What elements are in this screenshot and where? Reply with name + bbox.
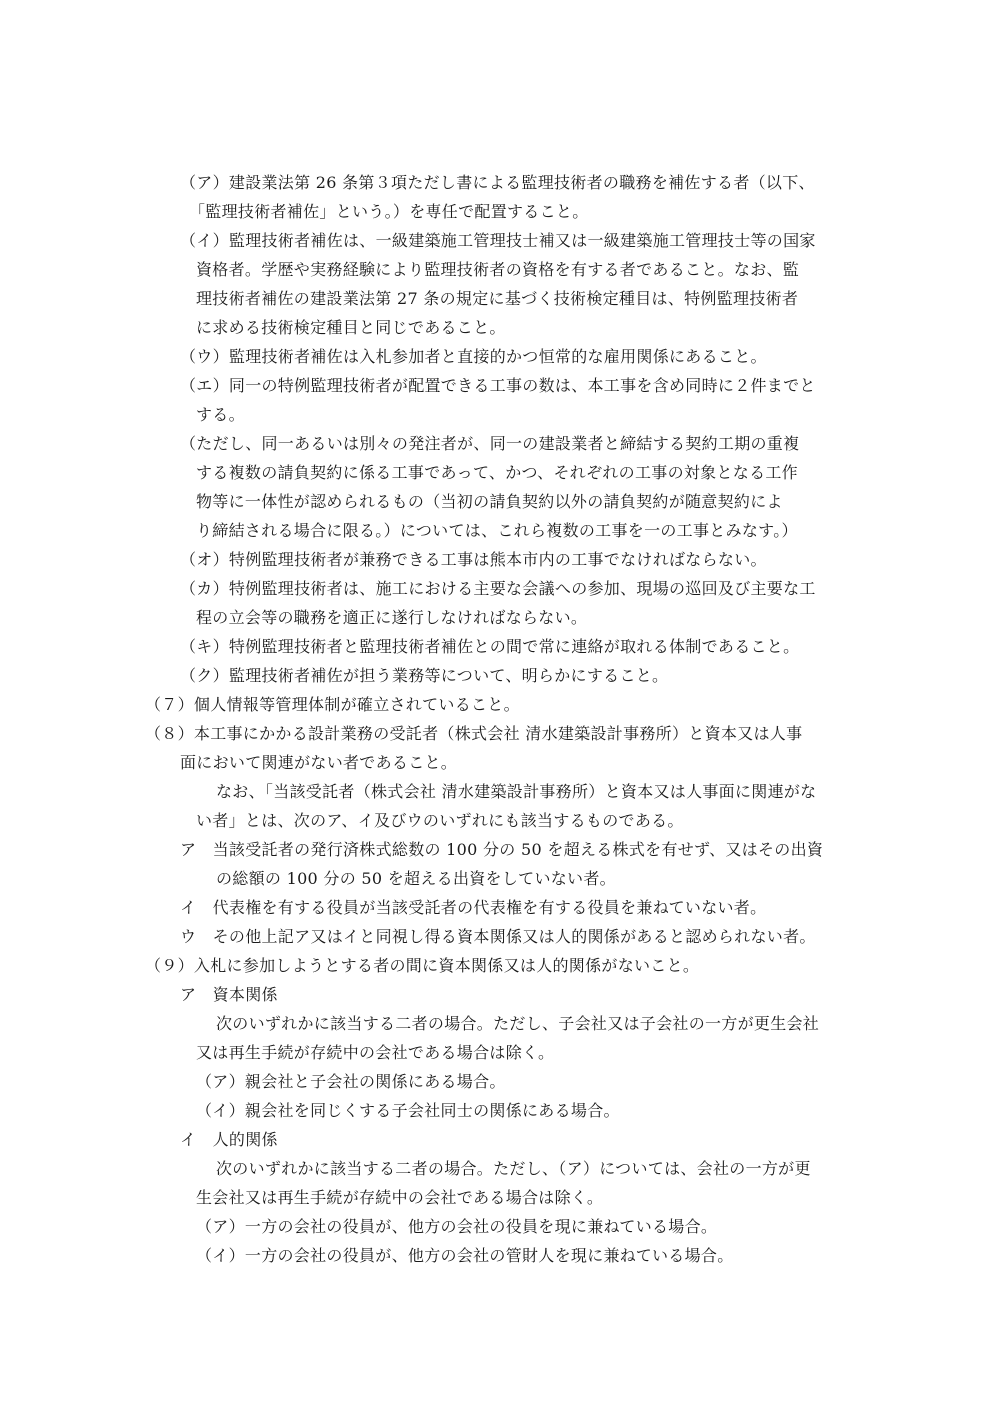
text-line: 資格者。学歴や実務経験により監理技術者の資格を有する者であること。なお、監: [196, 260, 800, 279]
text-line: ア 資本関係: [180, 985, 278, 1004]
text-line: 程の立会等の職務を適正に遂行しなければならない。: [196, 608, 588, 627]
text-line: 次のいずれかに該当する二者の場合。ただし、（ア）については、会社の一方が更: [216, 1159, 811, 1178]
text-line: い者」とは、次のア、イ及びウのいずれにも該当するものである。: [196, 811, 684, 830]
text-line: 物等に一体性が認められるもの（当初の請負契約以外の請負契約が随意契約によ: [196, 492, 783, 511]
text-line: ウ その他上記ア又はイと同視し得る資本関係又は人的関係があると認められない者。: [180, 927, 816, 946]
text-line: に求める技術検定種目と同じであること。: [196, 318, 506, 337]
text-line: イ 代表権を有する役員が当該受託者の代表権を有する役員を兼ねていない者。: [180, 898, 767, 917]
text-line: （イ）親会社を同じくする子会社同士の関係にある場合。: [196, 1101, 620, 1120]
text-line: （イ）監理技術者補佐は、一級建築施工管理技士補又は一級建築施工管理技士等の国家: [180, 231, 816, 250]
text-line: （ア）一方の会社の役員が、他方の会社の役員を現に兼ねている場合。: [196, 1217, 718, 1236]
text-line: する。: [196, 405, 245, 424]
text-line: （ア）建設業法第 26 条第３項ただし書による監理技術者の職務を補佐する者（以下、: [180, 173, 815, 192]
text-line: の総額の 100 分の 50 を超える出資をしていない者。: [216, 869, 616, 888]
text-line: なお、「当該受託者（株式会社 清水建築設計事務所）と資本又は人事面に関連がな: [216, 782, 817, 801]
text-line: 生会社又は再生手続が存続中の会社である場合は除く。: [196, 1188, 604, 1207]
text-line: （７）個人情報等管理体制が確立されていること。: [145, 695, 520, 714]
text-line: （ウ）監理技術者補佐は入札参加者と直接的かつ恒常的な雇用関係にあること。: [180, 347, 767, 366]
text-line: 理技術者補佐の建設業法第 27 条の規定に基づく技術検定種目は、特例監理技術者: [196, 289, 799, 308]
text-line: （オ）特例監理技術者が兼務できる工事は熊本市内の工事でなければならない。: [180, 550, 767, 569]
text-line: （キ）特例監理技術者と監理技術者補佐との間で常に連絡が取れる体制であること。: [180, 637, 800, 656]
text-line: （９）入札に参加しようとする者の間に資本関係又は人的関係がないこと。: [145, 956, 700, 975]
text-line: 面において関連がない者であること。: [180, 753, 458, 772]
text-line: （カ）特例監理技術者は、施工における主要な会議への参加、現場の巡回及び主要な工: [180, 579, 816, 598]
text-line: （ク）監理技術者補佐が担う業務等について、明らかにすること。: [180, 666, 669, 685]
text-line: 又は再生手続が存続中の会社である場合は除く。: [196, 1043, 555, 1062]
text-line: 次のいずれかに該当する二者の場合。ただし、子会社又は子会社の一方が更生会社: [216, 1014, 820, 1033]
text-line: （ア）親会社と子会社の関係にある場合。: [196, 1072, 506, 1091]
text-line: 「監理技術者補佐」という。）を専任で配置すること。: [189, 202, 589, 221]
text-line: （ただし、同一あるいは別々の発注者が、同一の建設業者と締結する契約工期の重複: [180, 434, 800, 453]
text-line: （イ）一方の会社の役員が、他方の会社の管財人を現に兼ねている場合。: [196, 1246, 734, 1265]
text-line: ア 当該受託者の発行済株式総数の 100 分の 50 を超える株式を有せず、又はその出資: [180, 840, 824, 859]
text-line: り締結される場合に限る。）については、これら複数の工事を一の工事とみなす。）: [196, 521, 798, 540]
text-line: （８）本工事にかかる設計業務の受託者（株式会社 清水建築設計事務所）と資本又は人事: [145, 724, 803, 743]
text-line: イ 人的関係: [180, 1130, 278, 1149]
text-line: する複数の請負契約に係る工事であって、かつ、それぞれの工事の対象となる工作: [196, 463, 798, 482]
text-line: （エ）同一の特例監理技術者が配置できる工事の数は、本工事を含め同時に２件までと: [180, 376, 816, 395]
